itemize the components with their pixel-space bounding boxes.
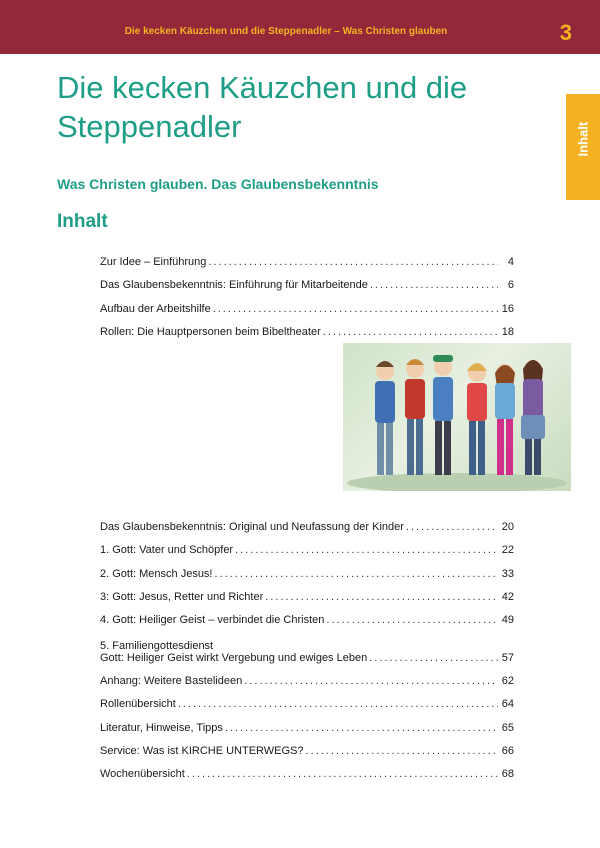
toc-entry-label: Service: Was ist KIRCHE UNTERWEGS?	[100, 744, 304, 757]
toc-entry	[100, 580, 514, 603]
toc-leader-dots	[306, 745, 498, 757]
children-group-image	[343, 343, 571, 491]
child-figure	[375, 361, 395, 475]
toc-leader-dots	[208, 256, 498, 268]
toc-entry-label-top: 5. Familiengottesdienst	[100, 639, 214, 652]
toc-entry-page: 4	[507, 256, 514, 269]
toc-entry-page: 16	[501, 302, 514, 315]
toc-entry	[100, 664, 514, 687]
toc-entry	[100, 603, 514, 626]
child-figure	[405, 359, 425, 475]
toc-entry	[100, 268, 514, 291]
toc-entry	[100, 687, 514, 710]
toc-leader-dots	[213, 303, 498, 315]
child-figure	[521, 360, 545, 475]
header-bar	[0, 0, 600, 54]
toc-entry-page: 64	[501, 698, 514, 711]
toc-leader-dots	[326, 614, 498, 626]
toc-leader-dots	[265, 591, 498, 603]
toc-entry-label: Aufbau der Arbeitshilfe	[100, 302, 211, 315]
toc-entry-page: 62	[501, 675, 514, 688]
toc-leader-dots	[370, 279, 498, 291]
toc-entry	[100, 710, 514, 733]
toc-entry-label: Gott: Heiliger Geist wirkt Vergebung und ewiges Leben	[100, 651, 368, 664]
toc-entry-label: Rollenübersicht	[100, 698, 176, 711]
toc-leader-dots	[235, 544, 498, 556]
toc-entry-label: 1. Gott: Vater und Schöpfer	[100, 544, 234, 557]
toc-entry-page: 65	[501, 721, 514, 734]
toc-entry-page: 22	[501, 544, 514, 557]
toc-entry-label: Wochenübersicht	[100, 767, 185, 780]
toc-entry-label: 2. Gott: Mensch Jesus!	[100, 567, 213, 580]
toc-entry-page: 6	[507, 279, 514, 292]
toc-entry-page: 68	[501, 767, 514, 780]
toc-leader-dots	[178, 698, 498, 710]
page-title: Die kecken Käuzchen und die Steppenadler	[57, 70, 468, 144]
toc-entry-page: 57	[501, 651, 514, 664]
toc-entry-label: 4. Gott: Heiliger Geist – verbindet die Christen	[100, 613, 325, 626]
toc-leader-dots	[215, 568, 499, 580]
toc-entry	[100, 626, 514, 664]
page-subtitle: Was Christen glauben. Das Glaubensbekenntnis	[57, 176, 379, 192]
running-header-title: Die kecken Käuzchen und die Steppenadler – Was Christen glauben	[124, 26, 448, 37]
toc-entry-page: 66	[501, 744, 514, 757]
toc-leader-dots	[323, 326, 498, 338]
toc-entry-label: Das Glaubensbekenntnis: Einführung für Mitarbeitende	[100, 279, 368, 292]
side-tab-label: Inhalt	[575, 121, 591, 157]
toc-leader-dots	[406, 521, 498, 533]
toc-entry	[100, 510, 514, 533]
children-illustration	[343, 343, 571, 491]
toc-entry-label: 3: Gott: Jesus, Retter und Richter	[100, 590, 264, 603]
child-figure	[495, 364, 515, 475]
toc-entry	[100, 734, 514, 757]
toc-entry-page: 49	[501, 613, 514, 626]
child-figure	[433, 355, 453, 475]
side-tab	[566, 94, 600, 200]
toc-leader-dots	[187, 768, 498, 780]
child-figure	[467, 363, 487, 475]
toc-entry-label: Das Glaubensbekenntnis: Original und Neufassung der Kinder	[100, 521, 404, 534]
toc-leader-dots	[244, 675, 498, 687]
toc-entry-page: 42	[501, 590, 514, 603]
toc-entry	[100, 556, 514, 579]
toc-entry	[100, 291, 514, 314]
toc-entry-label: Zur Idee – Einführung	[100, 256, 207, 269]
toc-entry-label: Anhang: Weitere Bastelideen	[100, 675, 243, 688]
toc-part-2	[100, 510, 514, 780]
toc-entry-label: Literatur, Hinweise, Tipps	[100, 721, 223, 734]
toc-leader-dots	[369, 652, 498, 664]
toc-entry	[100, 533, 514, 556]
toc-entry-page: 20	[501, 521, 514, 534]
toc-entry	[100, 757, 514, 780]
page-number: 3	[559, 20, 572, 45]
section-heading: Inhalt	[57, 211, 108, 232]
toc-entry-page: 33	[501, 567, 514, 580]
toc-entry	[100, 315, 514, 338]
toc-entry-page: 18	[501, 325, 514, 338]
toc-part-1	[100, 245, 514, 338]
toc-entry-label: Rollen: Die Hauptpersonen beim Bibeltheater	[100, 325, 321, 338]
toc-leader-dots	[225, 722, 498, 734]
toc-entry	[100, 245, 514, 268]
